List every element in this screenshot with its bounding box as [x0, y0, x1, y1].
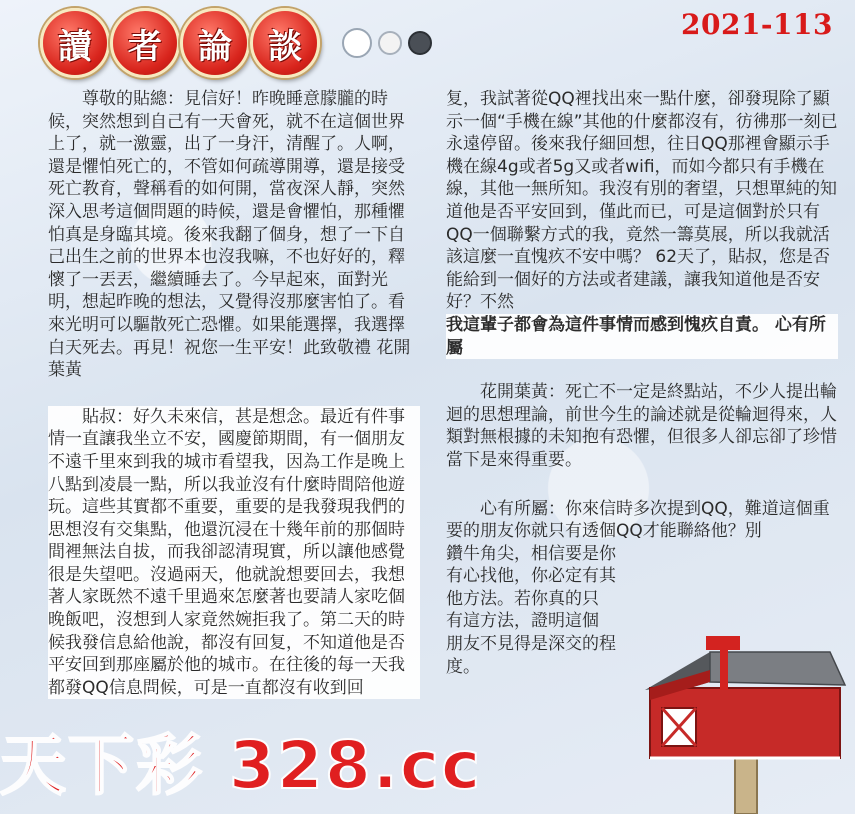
title-char: 讀	[58, 26, 92, 67]
right-column	[446, 88, 838, 678]
left-column	[48, 88, 420, 699]
reply-2-line: 鑽牛角尖，相信要是你	[446, 543, 616, 564]
letter-2: 貼叔：好久未來信，甚是想念。最近有件事情一直讓我坐立不安，國慶節期間，有一個朋友不遠千里來到我的城市看望我，因為工作是晚上八點到凌晨一點，所以我並沒有什麼時間陪他遊玩。這些其實都不重要，重要的是我發現我們的思想沒有交集點，他還沉浸在十幾年前的那個時間裡無法自拔，而我卻認清現實，所以讓他感覺很是失望吧。沒過兩天，他就說想要回去，我想著人家既然不遠千里過來怎麼著也要請人家吃個晚飯吧，沒想到人家竟然婉拒我了。第二天的時候我發信息給他說，都沒有回复，不知道他是否平安回到那座屬於他的城市。在往後的每一天我都發QQ信息問候，可是一直都沒有收到回	[48, 406, 420, 700]
letter-2-continued: 复，我試著從QQ裡找出來一點什麼，卻發現除了顯示一個“手機在線”其他的什麼都沒有，彷彿那一刻已永遠停留。後來我仔細回想，往日QQ那裡會顯示手機在線4g或者5g又或者wifi，而如今都只有手機在線，其他一無所知。我沒有別的奢望，只想單純的知道他是否平安回到，僅此而已，可是這個對於只有QQ一個聯繫方式的我，竟然一籌莫展，所以我就活該這麼一直愧疚不安中嗎？ 62天了，貼叔，您是否能給到一個好的方法或者建議，讓我知道他是否安好？不然	[446, 89, 838, 313]
reply-2-line: 有這方法，證明這個	[446, 611, 599, 632]
title-char: 論	[198, 26, 232, 67]
mailbox-icon	[640, 630, 850, 814]
reply-2-wrap	[446, 543, 656, 679]
title-seal-2	[110, 8, 180, 78]
title-char: 者	[128, 26, 162, 67]
reply-2-line: 他方法。若你真的只	[446, 588, 599, 609]
watermark-text: 天下彩 328.cc	[0, 727, 483, 804]
reply-2-line: 度。	[446, 656, 480, 677]
title-seal-4	[250, 8, 320, 78]
reply-1: 花開葉黃：死亡不一定是終點站，不少人提出輪迴的思想理論，前世今生的論述就是從輪迴得來，人類對無根據的未知抱有恐懼，但很多人卻忘卻了珍惜當下是來得重要。	[446, 382, 837, 470]
title-char: 談	[268, 26, 302, 67]
reply-2-line: 朋友不見得是深交的程	[446, 634, 616, 655]
letter-2-signoff: 我這輩子都會為這件事情而感到愧疚自責。 心有所屬	[446, 314, 838, 359]
title-seal-3	[180, 8, 250, 78]
decor-dot-icon	[408, 31, 432, 55]
decor-dot-icon	[378, 31, 402, 55]
title-seal-1	[40, 8, 110, 78]
header	[0, 0, 855, 80]
letter-1: 尊敬的貼總：見信好！昨晚睡意朦朧的時候，突然想到自己有一天會死，就不在這個世界上了，就一激靈，出了一身汗，清醒了。人啊，還是懼怕死亡的，不管如何疏導開導，還是接受死亡教育，聲稱看的如何開，當夜深人靜，突然深入思考這個問題的時候，還是會懼怕，那種懼怕真是身臨其境。後來我翻了個身，想了一下自己出生之前的世界本也沒我嘛，不也好好的，釋懷了一丟丟，繼續睡去了。今早起來，面對光明，想起昨晚的想法，又覺得沒那麼害怕了。看來光明可以驅散死亡恐懼。如果能選擇，我選擇白天死去。再見！祝您一生平安！此致敬禮 花開葉黃	[48, 89, 411, 381]
decor-dot-icon	[342, 28, 372, 58]
reply-2-line: 有心找他，你必定有其	[446, 566, 616, 587]
issue-number: 2021-113	[681, 8, 833, 41]
reply-2: 心有所屬：你來信時多次提到QQ，難道這個重要的朋友你就只有透個QQ才能聯絡他？別	[446, 498, 830, 542]
